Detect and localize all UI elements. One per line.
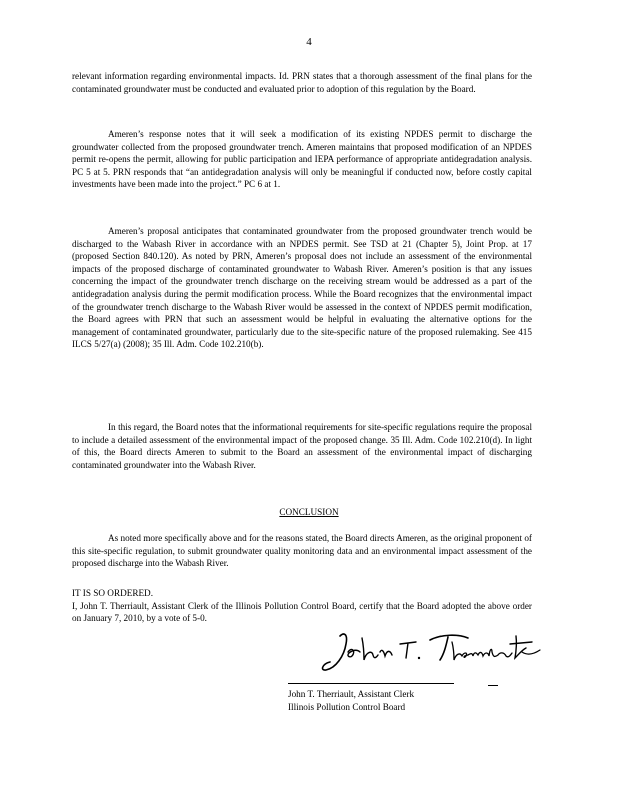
signatory-organization: Illinois Pollution Control Board xyxy=(288,702,406,712)
paragraph-board-notes xyxy=(72,421,532,471)
signatory-name: John T. Therriault, Assistant Clerk xyxy=(288,689,415,699)
signature-block xyxy=(288,688,414,714)
paragraph-text: relevant information regarding environmental impacts. Id. PRN states that a thorough assessment of the final plans for the contaminated groundwater must be conducted and evaluated prior to adoption of this regulation by the Board. xyxy=(72,71,532,94)
conclusion-heading: CONCLUSION xyxy=(279,507,339,517)
signature-dash xyxy=(488,685,498,686)
certification-text: I, John T. Therriault, Assistant Clerk of the Illinois Pollution Control Board, certify that the Board adopted the above order on January 7, 2010, by a vote of 5-0. xyxy=(72,600,532,624)
paragraph-prn-assessment xyxy=(72,70,532,95)
order-line: IT IS SO ORDERED. xyxy=(72,588,153,598)
signature-line xyxy=(288,683,454,684)
paragraph-text: Ameren’s proposal anticipates that contaminated groundwater from the proposed groundwater trench would be discharged to the Wabash River in accordance with an NPDES permit. See TSD at 21 (Chapter 5), Joint Prop. at 17 (proposed Section 840.120). As noted by PRN, Ameren’s proposal does not include an assessment of the environmental impacts of the proposed discharge of contaminated groundwater to Wabash River. Ameren’s position is that any issues concerning the impact of the groundwater trench discharge on the receiving stream would be addressed as a part of the antidegradation analysis during the permit modification process. While the Board recognizes that the environmental impact of the groundwater trench discharge to the Wabash River would be assessed in the context of NPDES permit modification, the Board agrees with PRN that such an assessment would be helpful in evaluating the alternative options for the management of contaminated groundwater, particularly due to the site-specific nature of the proposed rulemaking. See 415 ILCS 5/27(a) (2008); 35 Ill. Adm. Code 102.210(b). xyxy=(72,226,532,350)
conclusion-section xyxy=(72,532,532,570)
conclusion-paragraph: As noted more specifically above and for the reasons stated, the Board directs Ameren, as the original proponent of this site-specific regulation, to submit groundwater quality monitoring data and an environmental impact assessment of the proposed discharge into the Wabash River. xyxy=(72,533,532,569)
paragraph-ameren-response xyxy=(72,128,532,191)
paragraph-text: In this regard, the Board notes that the informational requirements for site-specific regulations require the proposal to include a detailed assessment of the environmental impact of the proposed change. 35 Ill. Adm. Code 102.210(d). In light of this, the Board directs Ameren to submit to the Board an assessment of the environmental impact of discharging contaminated groundwater into the Wabash River. xyxy=(72,422,532,470)
order-section xyxy=(72,587,532,625)
handwritten-signature xyxy=(318,622,548,680)
paragraph-ameren-proposal xyxy=(72,225,532,351)
page-number: 4 xyxy=(306,36,312,48)
paragraph-text: Ameren’s response notes that it will seek a modification of its existing NPDES permit to discharge the groundwater collected from the proposed groundwater trench. Ameren maintains that proposed modification of an NPDES permit re-opens the permit, allowing for public participation and IEPA performance of appropriate antidegradation analysis. PC 5 at 5. PRN responds that “an antidegradation analysis will only be meaningful if conducted now, before costly capital investments have been made into the project.” PC 6 at 1. xyxy=(72,129,532,190)
